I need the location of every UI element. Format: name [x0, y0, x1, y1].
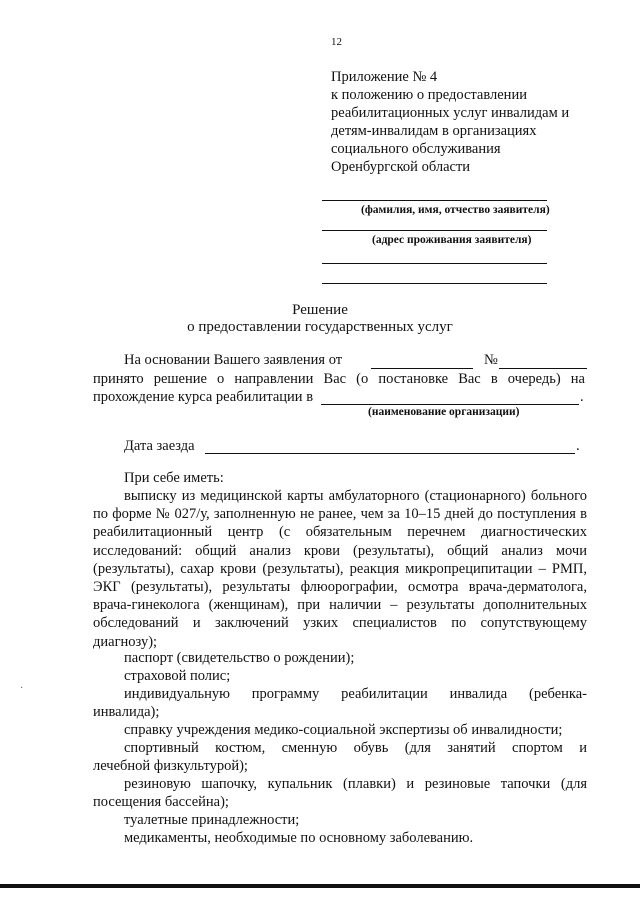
applicant-address-caption: (адрес проживания заявителя): [372, 234, 532, 246]
appendix-header: [331, 68, 631, 176]
applicant-extra-line: [322, 283, 547, 284]
list-item-continuation: инвалида);: [93, 704, 160, 720]
rehab-course-text: прохождение курса реабилитации в: [93, 389, 314, 405]
list-item: спортивный костюм, сменную обувь (для занятий спортом и: [124, 740, 587, 756]
appendix-line: социального обслуживания: [331, 141, 501, 157]
medical-extract-text: выписку из медицинской карты амбулаторного (стационарного) больного по форме № 027/у, заполненную не ранее, чем за 10–15 дней до поступления в реабилитационный центр (с обязательным перечнем диагностических исследований: общий анализ крови (результаты), общий анализ мочи (результаты), сахар крови (результаты), реакция микропреципитации – РМП, ЭКГ (результаты), результаты флюорографии, осмотра врача-дерматолога, врача-гинеколога (женщинам), при наличии – результаты дополнительных обследований и заключений узких специалистов по сопутствующему диагнозу);: [93, 488, 587, 650]
page-bottom-border: [0, 884, 640, 888]
period: .: [580, 389, 584, 405]
list-item: резиновую шапочку, купальник (плавки) и резиновые тапочки (для: [124, 776, 587, 792]
decision-subtitle: о предоставлении государственных услуг: [187, 319, 453, 335]
list-item: медикаменты, необходимые по основному заболеванию.: [124, 830, 474, 846]
applicant-name-line: [322, 200, 547, 201]
list-item: страховой полис;: [124, 668, 231, 684]
list-item: туалетные принадлежности;: [124, 812, 300, 828]
list-item: справку учреждения медико-социальной экспертизы об инвалидности;: [124, 722, 563, 738]
period: .: [576, 438, 580, 454]
list-item-continuation: посещения бассейна);: [93, 794, 229, 810]
margin-mark: ·: [20, 683, 24, 694]
application-date-line: [371, 368, 473, 369]
page-number: 12: [331, 36, 342, 48]
applicant-address-line: [322, 230, 547, 231]
list-item: паспорт (свидетельство о рождении);: [124, 650, 355, 666]
applicant-name-caption: (фамилия, имя, отчество заявителя): [361, 204, 550, 216]
appendix-line: Оренбургской области: [331, 159, 471, 175]
bring-label: При себе иметь:: [124, 470, 224, 486]
applicant-extra-line: [322, 263, 547, 264]
arrival-date-line: [205, 453, 575, 454]
decision-text: принято решение о направлении Вас (о постановке Вас в очередь) на: [93, 371, 585, 387]
list-item: индивидуальную программу реабилитации инвалида (ребенка-: [124, 686, 587, 702]
basis-text: На основании Вашего заявления от: [124, 352, 343, 368]
organization-caption: (наименование организации): [368, 406, 520, 418]
application-number-line: [499, 368, 587, 369]
appendix-line: реабилитационных услуг инвалидам и: [331, 105, 570, 121]
organization-line: [321, 404, 579, 405]
list-item-continuation: лечебной физкультурой);: [93, 758, 248, 774]
arrival-date-label: Дата заезда: [124, 438, 195, 454]
medical-extract-paragraph: [93, 487, 587, 651]
number-sign: №: [484, 352, 498, 368]
appendix-line: детям-инвалидам в организациях: [331, 123, 537, 139]
decision-title: Решение: [292, 302, 348, 318]
appendix-line: Приложение № 4: [331, 69, 438, 85]
appendix-line: к положению о предоставлении: [331, 87, 527, 103]
